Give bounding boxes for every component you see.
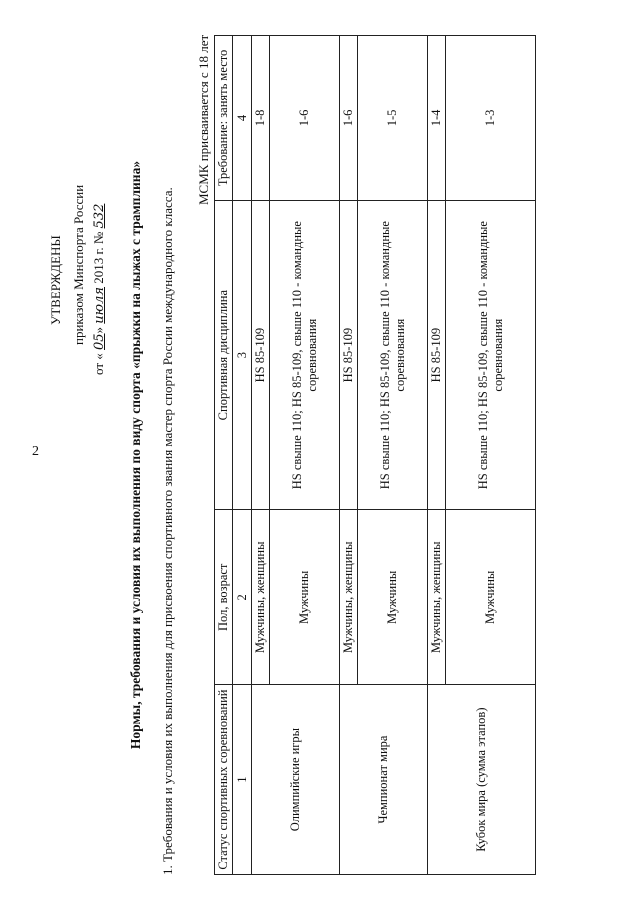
- gender-cell: Мужчины, женщины: [428, 510, 446, 685]
- table-caption: МСМК присваивается с 18 лет: [196, 34, 211, 205]
- discipline-cell: HS 85-109: [428, 200, 446, 510]
- page-number: 2: [32, 444, 39, 459]
- discipline-cell: HS свыше 110; HS 85-109, свыше 110 - командные соревнования: [358, 200, 428, 510]
- date-prefix: от «: [91, 353, 106, 375]
- place-cell: 1-8: [252, 36, 270, 201]
- place-cell: 1-5: [358, 36, 428, 201]
- status-cell: Кубок мира (сумма этапов): [428, 685, 536, 875]
- approval-issuer: приказом Минспорта России: [71, 184, 86, 345]
- place-cell: 1-6: [340, 36, 358, 201]
- status-cell: Чемпионат мира: [340, 685, 428, 875]
- discipline-cell: HS 85-109: [340, 200, 358, 510]
- header-gender-age: Пол, возраст: [215, 510, 233, 685]
- document-title: Нормы, требования и условия их выполнения по виду спорта «прыжки на лыжах с трамплина»: [128, 160, 143, 750]
- gender-cell: Мужчины: [446, 510, 536, 685]
- header-status: Статус спортивных соревнований: [215, 685, 233, 875]
- header-discipline: Спортивная дисциплина: [215, 200, 233, 510]
- gender-cell: Мужчины, женщины: [340, 510, 358, 685]
- column-number: 1: [233, 685, 252, 875]
- discipline-cell: HS свыше 110; HS 85-109, свыше 110 - командные соревнования: [446, 200, 536, 510]
- approval-date-line: от « 05» июля 2013 г. № 532: [91, 203, 107, 375]
- place-cell: 1-6: [270, 36, 340, 201]
- column-number: 2: [233, 510, 252, 685]
- gender-cell: Мужчины: [270, 510, 340, 685]
- discipline-cell: HS 85-109: [252, 200, 270, 510]
- table-row: [340, 36, 358, 875]
- approval-year: 2013 г. №: [91, 231, 106, 284]
- table-header-row: [215, 36, 233, 875]
- place-cell: 1-4: [428, 36, 446, 201]
- approval-month: июля: [92, 286, 107, 324]
- intro-text: 1. Требования и условия их выполнения для присвоения спортивного звания мастер спорта России международного класса.: [160, 187, 175, 875]
- approval-title: УТВЕРЖДЕНЫ: [48, 235, 63, 325]
- approval-day: 05: [92, 333, 107, 350]
- requirements-table: [214, 35, 536, 875]
- discipline-cell: HS свыше 110; HS 85-109, свыше 110 - командные соревнования: [270, 200, 340, 510]
- approval-number: 532: [92, 203, 107, 229]
- column-number: 4: [233, 36, 252, 201]
- table-column-numbers: [233, 36, 252, 875]
- table-row: [428, 36, 446, 875]
- gender-cell: Мужчины, женщины: [252, 510, 270, 685]
- place-cell: 1-3: [446, 36, 536, 201]
- header-place: Требование: занять место: [215, 36, 233, 201]
- column-number: 3: [233, 200, 252, 510]
- status-cell: Олимпийские игры: [252, 685, 340, 875]
- table-row: [252, 36, 270, 875]
- gender-cell: Мужчины: [358, 510, 428, 685]
